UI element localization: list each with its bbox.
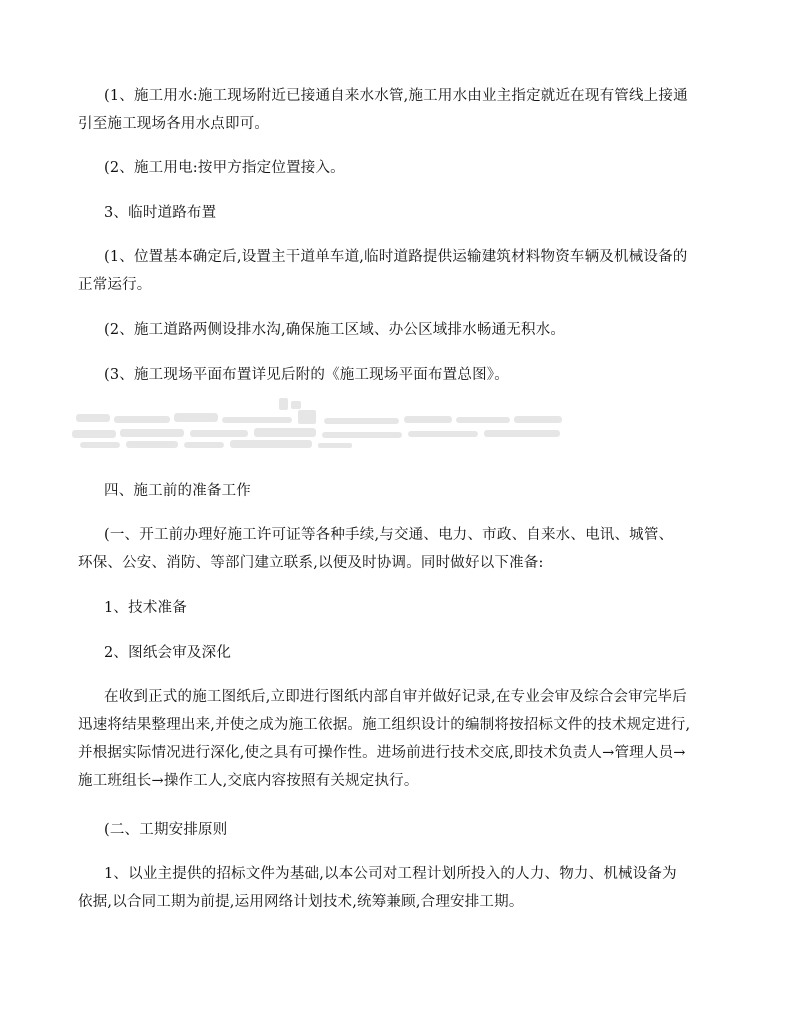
paragraph-road-layout-line2: 正常运行。 (78, 277, 152, 293)
paragraph-drawing-review-line2: 迅速将结果整理出来,并使之成为施工依据。施工组织设计的编制将按招标文件的技术规定进行, (78, 717, 691, 733)
heading-temporary-road: 3、临时道路布置 (104, 205, 217, 221)
paragraph-water-supply-line1: (1、施工用水:施工现场附近已接通自来水水管,施工用水由业主指定就近在现有管线上接通 (104, 88, 688, 104)
heading-preconstruction-preparation: 四、施工前的准备工作 (104, 483, 251, 499)
paragraph-road-layout-line1: (1、位置基本确定后,设置主干道单车道,临时道路提供运输建筑材料物资车辆及机械设备的 (104, 249, 688, 265)
heading-technical-preparation: 1、技术准备 (104, 600, 187, 616)
paragraph-power-supply: (2、施工用电:按甲方指定位置接入。 (104, 160, 345, 176)
paragraph-drawing-review-line1: 在收到正式的施工图纸后,立即进行图纸内部自审并做好记录,在专业会审及综合会审完毕后 (104, 689, 687, 705)
paragraph-schedule-basis-line1: 1、以业主提供的招标文件为基础,以本公司对工程计划所投入的人力、物力、机械设备为 (104, 866, 677, 882)
paragraph-permits-line2: 环保、公安、消防、等部门建立联系,以便及时协调。同时做好以下准备: (78, 555, 544, 571)
paragraph-water-supply-line2: 引至施工现场各用水点即可。 (78, 116, 270, 132)
paragraph-site-plan: (3、施工现场平面布置详见后附的《施工现场平面布置总图》。 (104, 367, 509, 383)
paragraph-permits-line1: (一、开工前办理好施工许可证等各种手续,与交通、电力、市政、自来水、电讯、城管、 (104, 527, 674, 543)
faded-watermark (72, 396, 570, 458)
heading-drawing-review: 2、图纸会审及深化 (104, 645, 232, 661)
paragraph-drawing-review-line3: 并根据实际情况进行深化,使之具有可操作性。进场前进行技术交底,即技术负责人→管理人员→ (78, 745, 686, 761)
paragraph-drawing-review-line4: 施工班组长→操作工人,交底内容按照有关规定执行。 (78, 773, 419, 789)
paragraph-drainage: (2、施工道路两侧设排水沟,确保施工区域、办公区域排水畅通无积水。 (104, 322, 566, 338)
heading-schedule-principles: (二、工期安排原则 (104, 822, 228, 838)
paragraph-schedule-basis-line2: 依据,以合同工期为前提,运用网络计划技术,统筹兼顾,合理安排工期。 (78, 894, 524, 910)
